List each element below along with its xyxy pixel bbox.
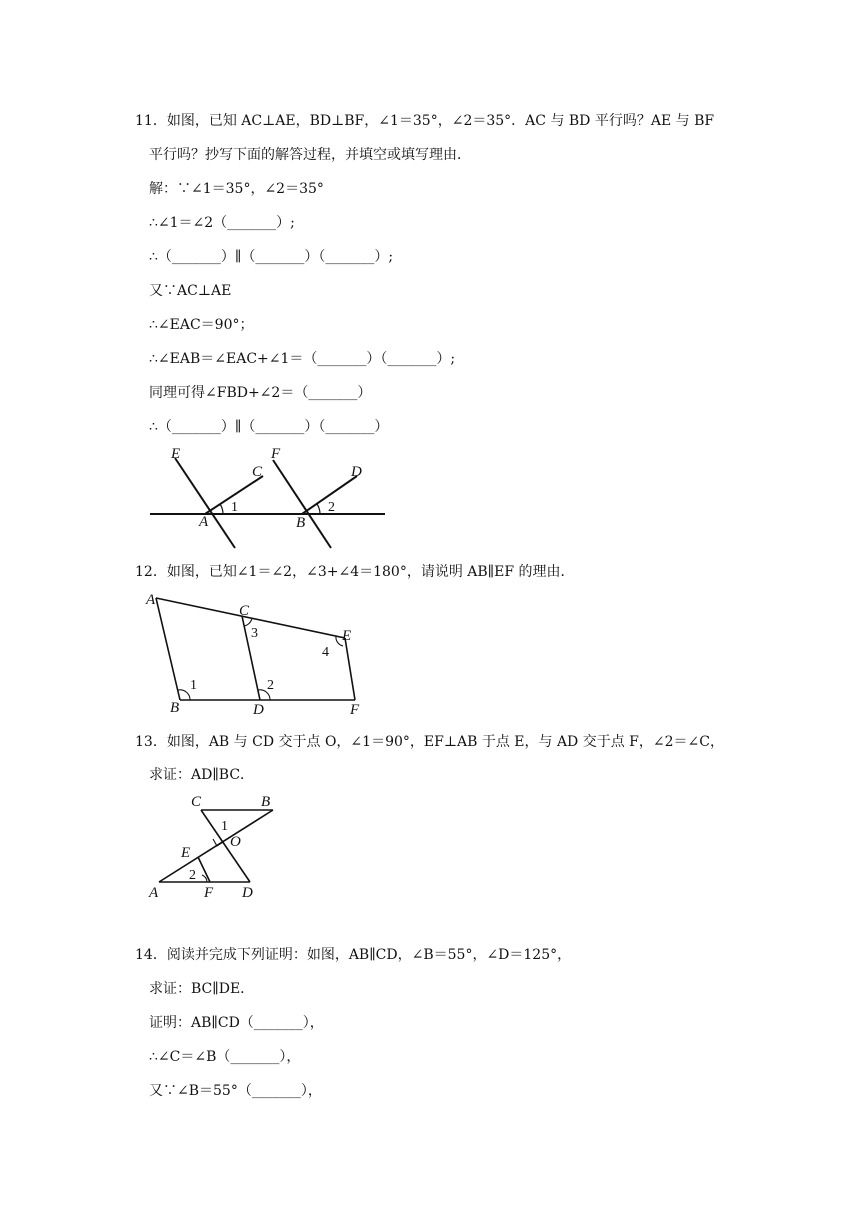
fig-label-A: A (146, 592, 156, 608)
q14-line-5: 又∵∠B＝55°（_______）， (149, 1083, 322, 1099)
q14-line-2: 求证：BC∥DE． (149, 981, 255, 997)
q11-line-7: ∴∠EAC＝90°； (149, 317, 254, 333)
fig-label-A: A (199, 514, 209, 530)
q11-figure (145, 440, 395, 555)
q11-line-8: ∴∠EAB＝∠EAC+∠1＝（_______）（_______）; (149, 351, 456, 367)
q11-line-4: ∴∠1＝∠2（_______）; (149, 215, 295, 231)
q12-figure (140, 588, 375, 718)
fig-label-C: C (239, 603, 250, 619)
q14-line-3: 证明：AB∥CD（_______）， (149, 1015, 324, 1031)
fig-label-D: D (253, 702, 264, 718)
fig-label-1: 1 (190, 678, 197, 693)
fig-label-2: 2 (189, 868, 196, 883)
q12-line-1: 12．如图，已知∠1＝∠2，∠3+∠4＝180°，请说明 AB∥EF 的理由． (135, 564, 575, 580)
q11-line-3: 解：∵∠1＝35°，∠2＝35° (149, 181, 324, 197)
q11-line-2: 平行吗？抄写下面的解答过程，并填空或填写理由． (149, 147, 471, 163)
fig-label-B: B (170, 700, 180, 716)
fig-label-C: C (252, 464, 263, 480)
fig-label-1: 1 (221, 819, 228, 834)
q11-line-9: 同理可得∠FBD+∠2＝（_______） (149, 385, 372, 401)
fig-label-E: E (171, 446, 181, 462)
fig-label-O: O (230, 834, 241, 850)
q14-line-1: 14．阅读并完成下列证明：如图，AB∥CD，∠B＝55°，∠D＝125°， (135, 947, 572, 963)
q11-line-5: ∴（_______）∥（_______）（_______）; (149, 249, 394, 265)
fig-label-E: E (342, 628, 352, 644)
fig-label-A: A (149, 885, 159, 901)
q11-line-10: ∴（_______）∥（_______）（_______） (149, 419, 389, 435)
fig-label-C: C (191, 794, 202, 810)
q13-line-1: 13．如图，AB 与 CD 交于点 O，∠1＝90°，EF⊥AB 于点 E，与 AD 交于点 F，∠2＝∠C， (135, 734, 724, 750)
fig-label-4: 4 (322, 645, 329, 660)
fig-label-B: B (261, 794, 271, 810)
fig-label-1: 1 (231, 500, 238, 515)
fig-label-2: 2 (328, 500, 335, 515)
q14-line-4: ∴∠C＝∠B（_______）， (149, 1049, 301, 1065)
fig-label-3: 3 (251, 626, 258, 641)
fig-label-E: E (181, 845, 191, 861)
fig-label-D: D (242, 885, 253, 901)
fig-label-2: 2 (267, 678, 274, 693)
fig-label-F: F (204, 885, 214, 901)
fig-label-D: D (351, 464, 362, 480)
q13-figure (145, 790, 280, 902)
q11-line-6: 又∵AC⊥AE (149, 283, 232, 299)
fig-label-B: B (296, 515, 306, 531)
q11-line-1: 11．如图，已知 AC⊥AE，BD⊥BF，∠1＝35°，∠2＝35°．AC 与 BD 平行吗？AE 与 BF (135, 113, 715, 129)
q13-line-2: 求证：AD∥BC． (149, 767, 255, 783)
fig-label-F: F (350, 702, 360, 718)
fig-label-F: F (271, 446, 281, 462)
